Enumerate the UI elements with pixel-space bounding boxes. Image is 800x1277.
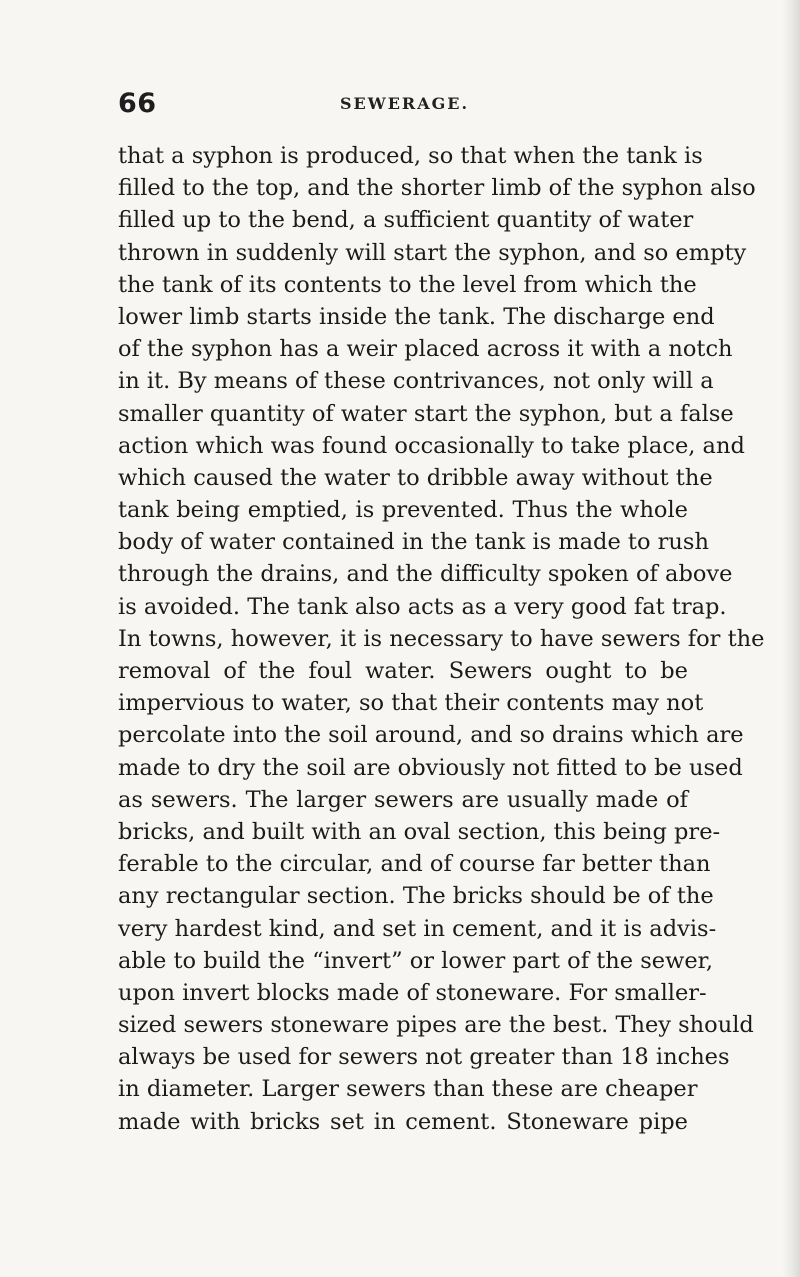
text-line: action which was found occasionally to take place, and (118, 432, 745, 459)
page-edge-shadow (782, 0, 800, 1277)
text-line: made to dry the soil are obviously not fitted to be used (118, 754, 743, 781)
text-line: smaller quantity of water start the syphon, but a false (118, 400, 734, 427)
text-line: impervious to water, so that their contents may not (118, 690, 704, 717)
text-line: is avoided. The tank also acts as a very good fat trap. (118, 593, 727, 620)
text-line: upon invert blocks made of stoneware. For smaller- (118, 979, 707, 1006)
text-line: lower limb starts inside the tank. The discharge end (118, 303, 715, 330)
text-line: tank being emptied, is prevented. Thus the whole (118, 497, 688, 524)
text-line: that a syphon is produced, so that when the tank is (118, 143, 703, 169)
section-title: SEWERAGE. (340, 94, 470, 113)
text-line: bricks, and built with an oval section, this being pre- (118, 818, 721, 845)
text-line: the tank of its contents to the level from which the (118, 271, 697, 298)
body-text (118, 140, 765, 1138)
text-line: very hardest kind, and set in cement, and it is advis- (118, 915, 717, 942)
text-line: through the drains, and the difficulty spoken of above (118, 561, 733, 588)
text-line: made with bricks set in cement. Stoneware pipe (118, 1108, 688, 1135)
text-line: which caused the water to dribble away without the (118, 464, 713, 491)
text-line: filled up to the bend, a sufficient quantity of water (118, 207, 694, 234)
page-number: 66 (118, 88, 157, 119)
text-line: as sewers. The larger sewers are usually made of (118, 786, 688, 813)
text-line: able to build the “invert” or lower part of the sewer, (118, 947, 714, 974)
text-line: in it. By means of these contrivances, not only will a (118, 368, 714, 395)
running-head (118, 88, 678, 124)
text-line: thrown in suddenly will start the syphon, and so empty (118, 239, 747, 266)
text-line: In towns, however, it is necessary to have sewers for the (118, 625, 765, 652)
text-line: any rectangular section. The bricks should be of the (118, 883, 714, 910)
text-line: of the syphon has a weir placed across it with a notch (118, 336, 733, 363)
text-line: always be used for sewers not greater than 18 inches (118, 1044, 730, 1071)
text-line: percolate into the soil around, and so drains which are (118, 722, 744, 749)
text-line: in diameter. Larger sewers than these are cheaper (118, 1076, 698, 1103)
text-line: body of water contained in the tank is made to rush (118, 529, 709, 556)
text-line: sized sewers stoneware pipes are the best. They should (118, 1012, 754, 1039)
text-line: filled to the top, and the shorter limb of the syphon also (118, 175, 756, 202)
text-line: removal of the foul water. Sewers ought to be (118, 658, 688, 684)
text-line: ferable to the circular, and of course far better than (118, 851, 711, 878)
